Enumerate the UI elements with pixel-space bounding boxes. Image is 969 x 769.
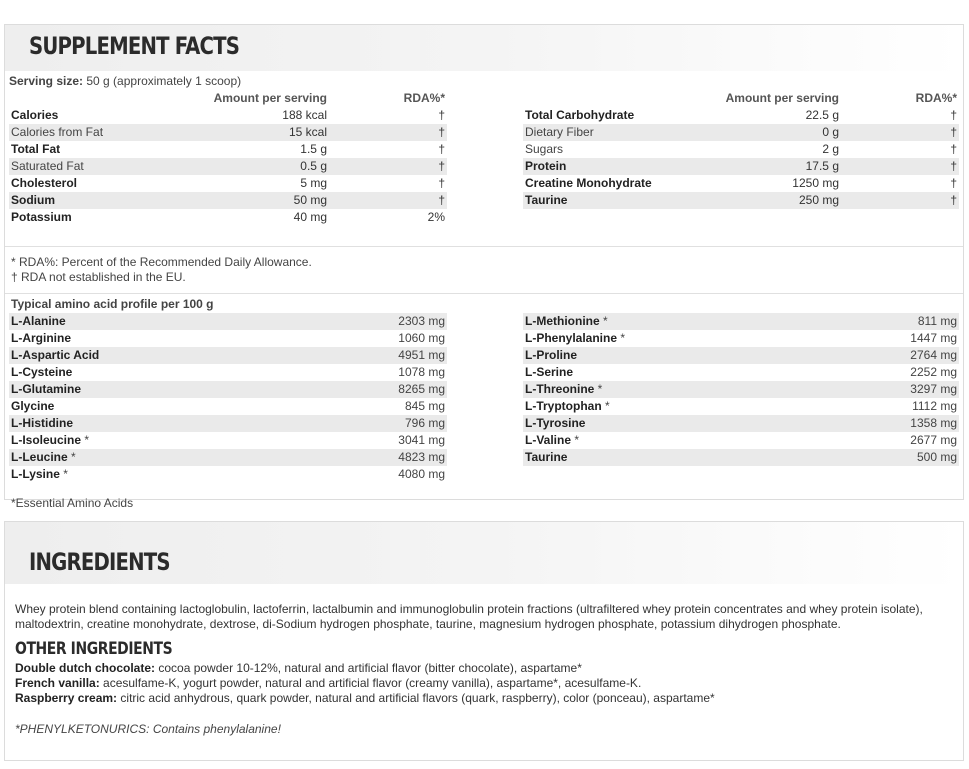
rda-header: RDA%* xyxy=(403,91,445,105)
ingredients-panel xyxy=(4,521,964,761)
phenylketonurics-warning: *PHENYLKETONURICS: Contains phenylalanine! xyxy=(15,722,281,736)
nutrition-header-right xyxy=(523,90,959,107)
nutrient-row xyxy=(9,124,447,141)
amino-acid-label: L-Arginine xyxy=(11,331,71,345)
amino-acid-value: 3041 mg xyxy=(398,433,445,447)
amino-acid-value: 2252 mg xyxy=(910,365,957,379)
amino-acid-label: L-Cysteine xyxy=(11,365,73,379)
nutrient-name: Taurine xyxy=(525,193,568,207)
flavor-name: French vanilla: xyxy=(15,676,100,690)
nutrient-name: Saturated Fat xyxy=(11,159,84,173)
nutrition-table-right xyxy=(523,90,959,226)
ingredients-banner xyxy=(5,522,963,584)
flavor-description: cocoa powder 10-12%, natural and artificial flavor (bitter chocolate), aspartame* xyxy=(155,661,582,675)
amino-acid-value: 3297 mg xyxy=(910,382,957,396)
amino-acid-row xyxy=(523,449,959,466)
amino-acid-value: 8265 mg xyxy=(398,382,445,396)
essential-marker: * xyxy=(59,467,68,481)
nutrient-name: Calories from Fat xyxy=(11,125,104,139)
nutrient-rda: † xyxy=(438,193,445,207)
nutrient-name: Cholesterol xyxy=(11,176,78,190)
nutrient-row xyxy=(9,141,447,158)
flavor-line xyxy=(15,661,953,676)
amino-acid-value: 1078 mg xyxy=(398,365,445,379)
amino-acid-name xyxy=(525,432,837,449)
essential-marker: * xyxy=(599,314,608,328)
nutrient-amount: 1250 mg xyxy=(792,176,839,190)
amino-acid-row xyxy=(9,381,447,398)
flavor-description: citric acid anhydrous, quark powder, natural and artificial flavors (quark, raspberry), color (ponceau), aspartame* xyxy=(117,691,715,705)
nutrition-header-left xyxy=(9,90,447,107)
amino-acid-label: Glycine xyxy=(11,399,55,413)
nutrient-amount: 1.5 g xyxy=(300,142,327,156)
rda-not-established-note: † RDA not established in the EU. xyxy=(11,270,186,284)
rda-header: RDA%* xyxy=(915,91,957,105)
amino-acid-row xyxy=(523,415,959,432)
amino-acid-row xyxy=(523,347,959,364)
amino-acid-name xyxy=(11,330,325,347)
amino-acid-row xyxy=(523,313,959,330)
amino-acid-value: 2764 mg xyxy=(910,348,957,362)
amino-acid-value: 4823 mg xyxy=(398,450,445,464)
amino-acid-row xyxy=(9,415,447,432)
amino-acid-row xyxy=(523,330,959,347)
nutrient-row xyxy=(523,124,959,141)
amino-acid-label: Taurine xyxy=(525,450,568,464)
nutrition-table-left xyxy=(9,90,447,226)
amino-acid-row xyxy=(9,449,447,466)
nutrient-rda: † xyxy=(438,159,445,173)
amino-acid-label: L-Serine xyxy=(525,365,574,379)
nutrient-rda: † xyxy=(950,159,957,173)
amino-acid-name xyxy=(525,347,837,364)
amino-acid-row xyxy=(9,364,447,381)
nutrient-rda: † xyxy=(438,108,445,122)
amino-acid-row xyxy=(523,432,959,449)
divider xyxy=(5,293,963,294)
amino-acid-name xyxy=(525,398,837,415)
nutrient-row xyxy=(9,158,447,175)
amino-acid-name xyxy=(525,415,837,432)
nutrient-rda: 2% xyxy=(427,210,445,224)
essential-marker: * xyxy=(81,433,90,447)
amino-acid-name xyxy=(525,449,837,466)
amino-acid-value: 500 mg xyxy=(916,450,957,464)
amino-acid-value: 811 mg xyxy=(917,314,957,328)
nutrient-name: Protein xyxy=(525,159,567,173)
nutrient-name: Potassium xyxy=(11,210,72,224)
amino-acid-value: 2303 mg xyxy=(398,314,445,328)
nutrient-row xyxy=(523,141,959,158)
amino-acid-value: 4951 mg xyxy=(398,348,445,362)
serving-size-value: 50 g (approximately 1 scoop) xyxy=(83,74,242,88)
amino-acid-name xyxy=(11,381,325,398)
nutrition-rows-left xyxy=(9,107,447,226)
amino-acid-table-left xyxy=(9,313,447,483)
nutrient-row xyxy=(523,107,959,124)
amino-acid-label: L-Valine xyxy=(525,433,572,447)
nutrient-row xyxy=(9,175,447,192)
amino-acid-name xyxy=(525,381,837,398)
amino-acid-label: L-Threonine xyxy=(525,382,595,396)
ingredients-title: INGREDIENTS xyxy=(29,548,170,576)
amino-acid-label: L-Histidine xyxy=(11,416,73,430)
essential-marker: * xyxy=(601,399,610,413)
amino-acid-name xyxy=(525,330,837,347)
nutrient-amount: 50 mg xyxy=(293,193,327,207)
amino-acid-value: 1112 mg xyxy=(912,399,957,413)
nutrient-rda: † xyxy=(950,193,957,207)
nutrient-name: Calories xyxy=(11,108,59,122)
flavor-name: Double dutch chocolate: xyxy=(15,661,156,675)
nutrient-name: Sugars xyxy=(525,142,564,156)
nutrient-row xyxy=(9,209,447,226)
ingredients-text: Whey protein blend containing lactoglobulin, lactoferrin, lactalbumin and immunoglobulin protein fractions (ultrafiltered whey protein concentrates and whey protein isolate), maltodextrin, creatine monohydrate, dextrose, di-Sodium hydrogen phosphate, taurine, magnesium hydrogen phosphate, potassium dihydrogen phosphate. xyxy=(15,602,923,631)
nutrient-row xyxy=(523,158,959,175)
nutrient-name: Total Fat xyxy=(11,142,61,156)
amino-acid-row xyxy=(9,313,447,330)
nutrient-amount: 22.5 g xyxy=(805,108,839,122)
amino-acid-label: L-Tryptophan xyxy=(525,399,602,413)
other-ingredients-title: OTHER INGREDIENTS xyxy=(15,639,173,659)
nutrient-rda: † xyxy=(950,142,957,156)
amino-acid-label: L-Tyrosine xyxy=(525,416,586,430)
amino-acid-value: 1358 mg xyxy=(910,416,957,430)
essential-marker: * xyxy=(594,382,603,396)
amino-acid-name xyxy=(11,449,325,466)
amino-acid-value: 1447 mg xyxy=(910,331,957,345)
nutrient-rda: † xyxy=(950,176,957,190)
amount-header: Amount per serving xyxy=(725,91,839,105)
flavor-name: Raspberry cream: xyxy=(15,691,118,705)
nutrient-row xyxy=(9,192,447,209)
serving-size-label: Serving size: xyxy=(9,74,84,88)
nutrient-name: Dietary Fiber xyxy=(525,125,594,139)
nutrient-row xyxy=(523,192,959,209)
nutrient-amount: 5 mg xyxy=(300,176,327,190)
amino-acid-name xyxy=(11,466,325,483)
nutrition-rows-right xyxy=(523,107,959,209)
nutrient-name: Creatine Monohydrate xyxy=(525,176,652,190)
amino-acid-label: L-Leucine xyxy=(11,450,68,464)
amino-acid-label: L-Isoleucine xyxy=(11,433,82,447)
flavor-line xyxy=(15,676,953,691)
amino-acid-value: 4080 mg xyxy=(398,467,445,481)
essential-marker: * xyxy=(617,331,626,345)
amino-acid-name xyxy=(11,415,325,432)
amino-acid-table-right xyxy=(523,313,959,483)
amino-acid-row xyxy=(523,381,959,398)
amino-acid-name xyxy=(525,313,837,330)
rda-note: * RDA%: Percent of the Recommended Daily Allowance. xyxy=(11,255,312,269)
amino-acid-name xyxy=(11,432,325,449)
nutrient-amount: 15 kcal xyxy=(288,125,327,139)
amino-acid-row xyxy=(523,364,959,381)
nutrient-amount: 0.5 g xyxy=(300,159,327,173)
amino-acid-label: L-Alanine xyxy=(11,314,66,328)
flavor-description: acesulfame-K, yogurt powder, natural and artificial flavor (creamy vanilla), aspartame*, acesulfame-K. xyxy=(99,676,642,690)
nutrient-amount: 40 mg xyxy=(293,210,327,224)
amino-acid-row xyxy=(9,330,447,347)
nutrient-amount: 17.5 g xyxy=(805,159,839,173)
essential-marker: * xyxy=(67,450,76,464)
amino-acid-row xyxy=(523,398,959,415)
amino-acid-value: 2677 mg xyxy=(910,433,957,447)
amino-acid-value: 1060 mg xyxy=(398,331,445,345)
essential-amino-note: *Essential Amino Acids xyxy=(11,496,134,510)
amino-acid-row xyxy=(9,466,447,483)
nutrient-rda: † xyxy=(950,108,957,122)
amino-acid-label: L-Lysine xyxy=(11,467,60,481)
nutrient-name: Total Carbohydrate xyxy=(525,108,635,122)
rda-notes xyxy=(9,247,959,293)
amino-acid-label: L-Proline xyxy=(525,348,578,362)
amino-acid-name xyxy=(11,347,325,364)
supplement-facts-title: SUPPLEMENT FACTS xyxy=(29,32,240,60)
nutrient-amount: 2 g xyxy=(822,142,839,156)
nutrient-amount: 188 kcal xyxy=(282,108,327,122)
amino-acid-row xyxy=(9,347,447,364)
supplement-facts-banner xyxy=(5,25,963,71)
essential-marker: * xyxy=(571,433,580,447)
nutrient-amount: 250 mg xyxy=(798,193,839,207)
nutrient-amount: 0 g xyxy=(822,125,839,139)
amino-acid-name xyxy=(525,364,837,381)
supplement-facts-panel xyxy=(4,24,964,510)
serving-size xyxy=(9,73,959,90)
nutrient-rda: † xyxy=(950,125,957,139)
nutrient-row xyxy=(9,107,447,124)
amino-acid-label: L-Phenylalanine xyxy=(525,331,618,345)
amino-acid-label: L-Methionine xyxy=(525,314,600,328)
nutrient-rda: † xyxy=(438,125,445,139)
amino-acid-name xyxy=(11,313,325,330)
nutrient-row xyxy=(523,175,959,192)
amino-acid-value: 796 mg xyxy=(404,416,445,430)
amino-acid-title: Typical amino acid profile per 100 g xyxy=(11,297,214,311)
amino-acid-value: 845 mg xyxy=(404,399,445,413)
nutrient-name: Sodium xyxy=(11,193,55,207)
amino-acid-label: L-Glutamine xyxy=(11,382,82,396)
amino-acid-name xyxy=(11,364,325,381)
amount-header: Amount per serving xyxy=(213,91,327,105)
flavor-list xyxy=(15,661,953,706)
amino-acid-name xyxy=(11,398,325,415)
nutrient-rda: † xyxy=(438,142,445,156)
nutrient-rda: † xyxy=(438,176,445,190)
amino-acid-row xyxy=(9,398,447,415)
flavor-line xyxy=(15,691,953,706)
amino-acid-row xyxy=(9,432,447,449)
amino-acid-label: L-Aspartic Acid xyxy=(11,348,100,362)
